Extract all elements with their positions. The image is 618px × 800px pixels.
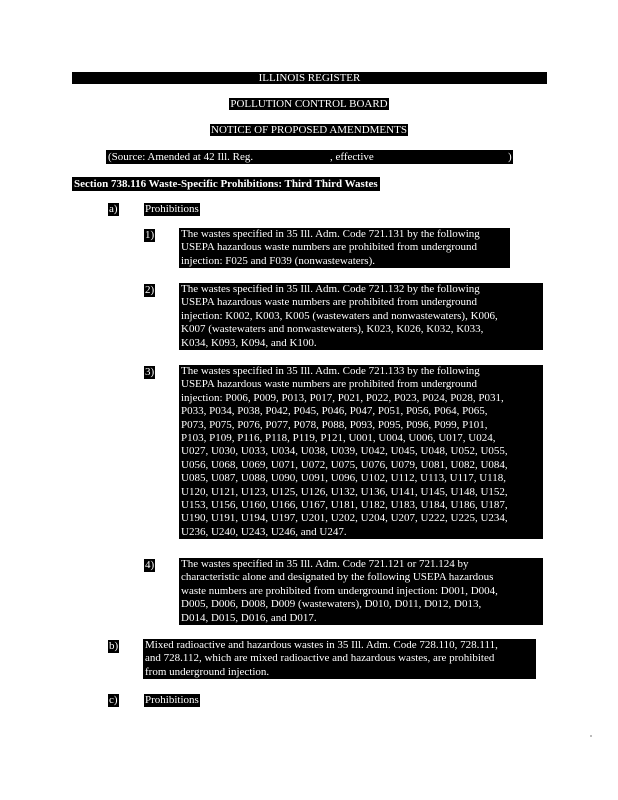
text-line: D014, D015, D016, and D017. (181, 611, 317, 624)
text-line: U153, U156, U160, U166, U167, U181, U182, U183, U184, U186, U187, (181, 499, 508, 512)
text-line: D005, D006, D008, D009 (wastewaters), D010, D011, D012, D013, (181, 598, 482, 611)
notice-title-row (0, 124, 618, 137)
text-line: P073, P075, P076, P077, P078, P088, P093, P095, P096, P099, P101, (181, 418, 488, 431)
text-line: U085, U087, U088, U090, U091, U096, U102, U112, U113, U117, U118, (181, 472, 506, 485)
item-1-text (179, 228, 510, 268)
text-line: The wastes specified in 35 Ill. Adm. Code 721.131 by the following (181, 228, 480, 240)
text-line: USEPA hazardous waste numbers are prohibited from underground (181, 296, 478, 309)
board-title-row (0, 98, 618, 111)
text-line: Mixed radioactive and hazardous wastes in 35 Ill. Adm. Code 728.110, 728.111, (145, 639, 498, 651)
text-line: The wastes specified in 35 Ill. Adm. Code 721.121 or 721.124 by (181, 558, 469, 570)
subsection-b-text (143, 639, 536, 679)
text-line: P103, P109, P116, P118, P119, P121, U001, U004, U006, U017, U024, (181, 432, 496, 445)
source-note (106, 150, 513, 164)
text-line: USEPA hazardous waste numbers are prohibited from underground (181, 378, 478, 391)
subsection-a-marker: a) (109, 203, 118, 215)
source-prefix: (Source: Amended at 42 Ill. Reg. (108, 151, 254, 163)
text-line: from underground injection. (145, 665, 270, 678)
text-line: K034, K093, K094, and K100. (181, 336, 317, 349)
text-line: U056, U068, U069, U071, U072, U075, U076, U079, U081, U082, U084, (181, 458, 508, 471)
item-4-marker: 4) (145, 559, 155, 571)
scan-speck (590, 735, 592, 737)
text-line: The wastes specified in 35 Ill. Adm. Code 721.133 by the following (181, 365, 480, 377)
text-line: injection: K002, K003, K005 (wastewaters and nonwastewaters), K006, (181, 309, 498, 322)
board-title: POLLUTION CONTROL BOARD (230, 98, 388, 110)
section-heading: Section 738.116 Waste-Specific Prohibitions: Third Third Wastes (74, 178, 378, 190)
source-close: ) (508, 151, 512, 163)
source-effective: , effective (330, 151, 374, 163)
text-line: P033, P034, P038, P042, P045, P046, P047, P051, P056, P064, P065, (181, 405, 488, 418)
text-line: injection: F025 and F039 (nonwastewaters). (181, 254, 375, 267)
register-header (72, 72, 547, 84)
text-line: USEPA hazardous waste numbers are prohibited from underground (181, 241, 478, 254)
subsection-a-label: Prohibitions (145, 203, 199, 215)
text-line: waste numbers are prohibited from underground injection: D001, D004, (181, 584, 498, 597)
subsection-c-label: Prohibitions (145, 694, 199, 706)
item-3-text (179, 365, 543, 539)
item-2-marker: 2) (145, 284, 155, 296)
item-4-text (179, 558, 543, 625)
text-line: injection: P006, P009, P013, P017, P021, P022, P023, P024, P028, P031, (181, 391, 504, 404)
text-line: U236, U240, U243, U246, and U247. (181, 525, 347, 538)
item-3-marker: 3) (145, 366, 155, 378)
text-line: The wastes specified in 35 Ill. Adm. Code 721.132 by the following (181, 283, 480, 295)
item-2-text (179, 283, 543, 350)
text-line: U190, U191, U194, U197, U201, U202, U204, U207, U222, U225, U234, (181, 512, 508, 525)
subsection-c-marker: c) (109, 694, 118, 706)
item-1-marker: 1) (145, 229, 155, 241)
register-title: ILLINOIS REGISTER (258, 72, 361, 84)
text-line: characteristic alone and designated by the following USEPA hazardous (181, 571, 494, 584)
subsection-b-marker: b) (109, 640, 119, 652)
text-line: and 728.112, which are mixed radioactive and hazardous wastes, are prohibited (145, 652, 495, 665)
text-line: U120, U121, U123, U125, U126, U132, U136, U141, U145, U148, U152, (181, 485, 508, 498)
text-line: U027, U030, U033, U034, U038, U039, U042, U045, U048, U052, U055, (181, 445, 508, 458)
notice-title: NOTICE OF PROPOSED AMENDMENTS (211, 124, 407, 136)
text-line: K007 (wastewaters and nonwastewaters), K023, K026, K032, K033, (181, 323, 484, 336)
